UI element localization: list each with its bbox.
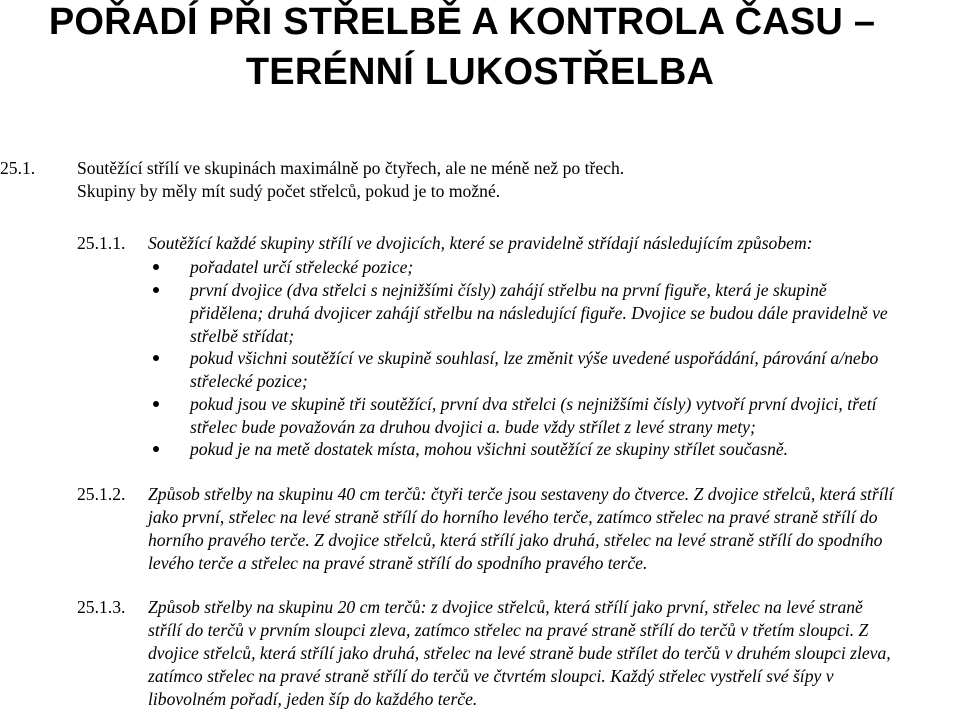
section-number-25-1-3: 25.1.3. [77,597,126,617]
bullet-text: první dvojice (dva střelci s nejnižšími čísly) zahájí střelbu na první figuře, která je skupině [190,280,827,300]
section-25-1-2-line: horního pravého terče. Z dvojice střelců, která střílí jako druhá, střelec na levé straně střílí do spodního [148,530,883,550]
bullet-text: střelec bude považován za druhou dvojici a. bude vždy střílet z levé strany mety; [190,417,756,437]
section-25-1-line: Soutěžící střílí ve skupinách maximálně po čtyřech, ale ne méně než po třech. [77,158,625,178]
title-line-1: POŘADÍ PŘI STŘELBĚ A KONTROLA ČASU – [48,1,876,43]
bullet-icon [153,401,159,407]
section-25-1-1-intro: Soutěžící každé skupiny střílí ve dvojicích, které se pravidelně střídají následujícím způsobem: [148,233,813,253]
bullet-text: střelbě střídat; [190,326,295,346]
section-25-1-2-line: levého terče a střelec na pravé straně střílí do spodního pravého terče. [148,553,648,573]
bullet-icon [153,264,159,270]
title-line-2: TERÉNNÍ LUKOSTŘELBA [245,51,715,93]
bullet-text: pořadatel určí střelecké pozice; [190,257,414,277]
section-25-1-3-line: zatímco střelec na pravé straně střílí do terčů ve čtvrtém sloupci. Každý střelec vystřelí své šípy v [148,666,834,686]
section-25-1-line: Skupiny by měly mít sudý počet střelců, pokud je to možné. [77,181,501,201]
bullet-icon [153,355,159,361]
bullet-icon [153,446,159,452]
section-25-1-3-line: střílí do terčů v prvním sloupci zleva, zatímco střelec na pravé straně střílí do terčů v třetím sloupci. Z [148,620,869,640]
section-25-1-2-line: Způsob střelby na skupinu 40 cm terčů: čtyři terče jsou sestaveny do čtverce. Z dvojice střelců, která střílí [148,484,894,504]
section-25-1-3-line: dvojice střelců, která střílí jako druhá, střelec na levé straně bude střílet do terčů v druhém sloupci zleva, [148,643,891,663]
bullet-text: pokud je na metě dostatek místa, mohou všichni soutěžící ze skupiny střílet současně. [190,439,789,459]
section-number-25-1-1: 25.1.1. [77,233,126,253]
bullet-text: pokud jsou ve skupině tři soutěžící, první dva střelci (s nejnižšími čísly) vytvoří první dvojici, třetí [190,394,877,414]
bullet-text: přidělena; druhá dvojicer zahájí střelbu na následující figuře. Dvojice se budou dále pravidelně ve [190,303,888,323]
section-number-25-1: 25.1. [0,158,36,178]
bullet-text: pokud všichni soutěžící ve skupině souhlasí, lze změnit výše uvedené uspořádání, párování a/nebo [190,348,879,368]
section-25-1-3-line: libovolném pořadí, jeden šíp do každého terče. [148,689,478,709]
section-number-25-1-2: 25.1.2. [77,484,126,504]
section-25-1-2-line: jako první, střelec na levé straně střílí do horního levého terče, zatímco střelec na pravé straně střílí do [148,507,878,527]
section-25-1-3-line: Způsob střelby na skupinu 20 cm terčů: z dvojice střelců, která střílí jako první, střelec na levé straně [148,597,863,617]
bullet-icon [153,287,159,293]
bullet-text: střelecké pozice; [190,371,308,391]
